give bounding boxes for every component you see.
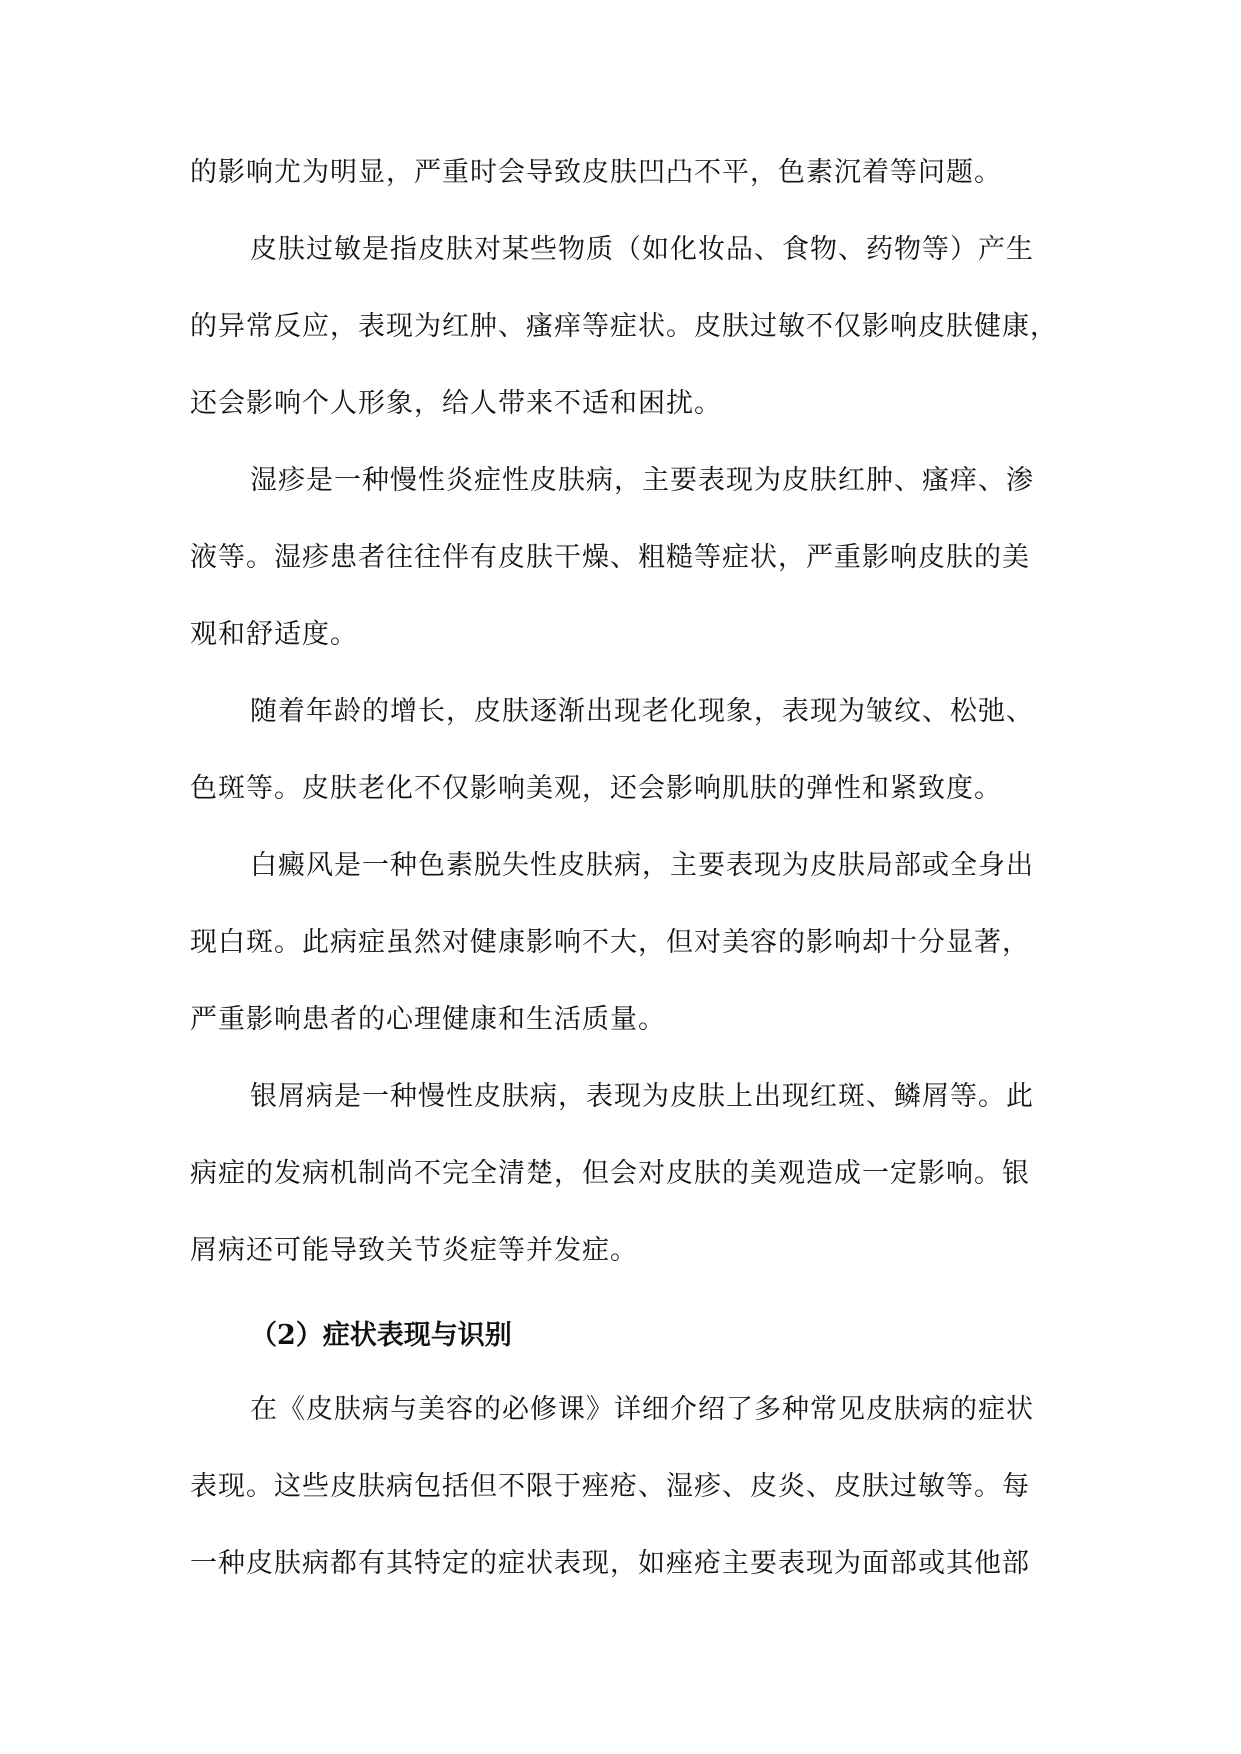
text-line: 色斑等。皮肤老化不仅影响美观，还会影响肌肤的弹性和紧致度。 — [190, 773, 1002, 804]
text-line: 白癜风是一种色素脱失性皮肤病，主要表现为皮肤局部或全身出 — [250, 850, 1034, 881]
text-line: 液等。湿疹患者往往伴有皮肤干燥、粗糙等症状，严重影响皮肤的美 — [190, 542, 1030, 573]
text-line: 的异常反应，表现为红肿、瘙痒等症状。皮肤过敏不仅影响皮肤健康， — [190, 311, 1058, 342]
text-line: 银屑病是一种慢性皮肤病，表现为皮肤上出现红斑、鳞屑等。此 — [250, 1081, 1034, 1112]
text-line: 观和舒适度。 — [190, 619, 358, 650]
text-line: 随着年龄的增长，皮肤逐渐出现老化现象，表现为皱纹、松弛、 — [250, 696, 1034, 727]
section-heading: （2）症状表现与识别 — [250, 1320, 512, 1351]
text-line: 的影响尤为明显，严重时会导致皮肤凹凸不平，色素沉着等问题。 — [190, 157, 1002, 188]
text-line: 一种皮肤病都有其特定的症状表现，如痤疮主要表现为面部或其他部 — [190, 1548, 1030, 1579]
text-line: 病症的发病机制尚不完全清楚，但会对皮肤的美观造成一定影响。银 — [190, 1158, 1030, 1189]
text-line: 严重影响患者的心理健康和生活质量。 — [190, 1004, 666, 1035]
text-line: 在《皮肤病与美容的必修课》详细介绍了多种常见皮肤病的症状 — [250, 1394, 1034, 1425]
text-line: 现白斑。此病症虽然对健康影响不大，但对美容的影响却十分显著， — [190, 927, 1030, 958]
text-line: 屑病还可能导致关节炎症等并发症。 — [190, 1235, 638, 1266]
text-line: 湿疹是一种慢性炎症性皮肤病，主要表现为皮肤红肿、瘙痒、渗 — [250, 465, 1034, 496]
text-line: 皮肤过敏是指皮肤对某些物质（如化妆品、食物、药物等）产生 — [250, 234, 1034, 265]
text-line: 还会影响个人形象，给人带来不适和困扰。 — [190, 388, 722, 419]
text-line: 表现。这些皮肤病包括但不限于痤疮、湿疹、皮炎、皮肤过敏等。每 — [190, 1471, 1030, 1502]
